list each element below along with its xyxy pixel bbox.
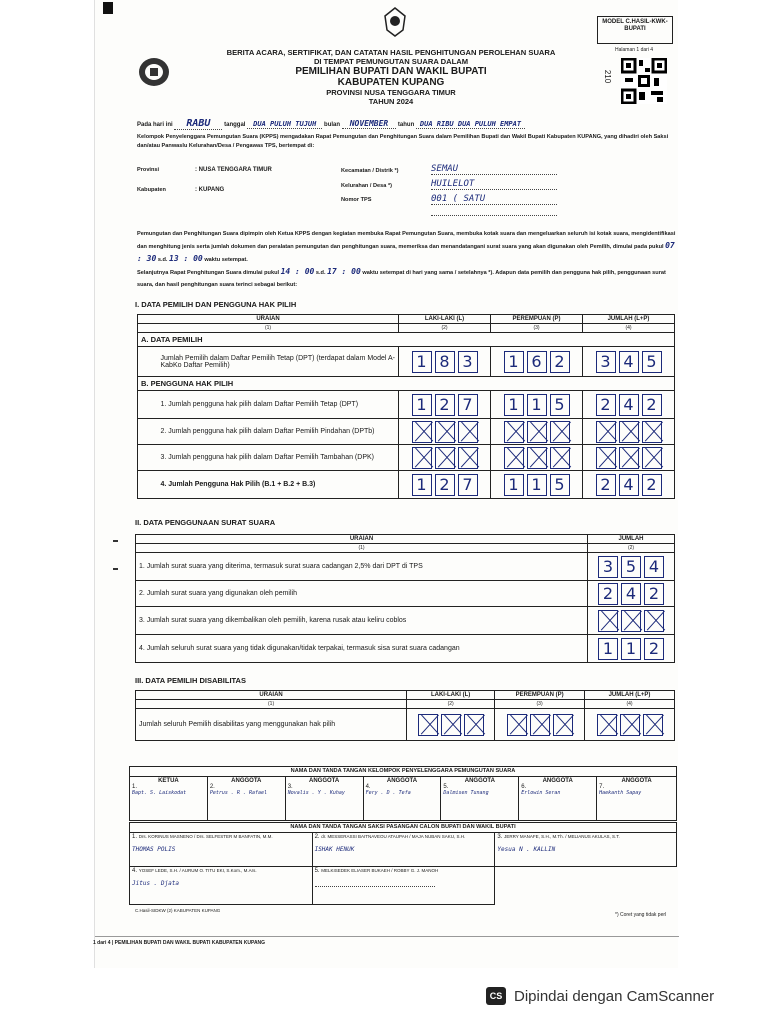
anggota-label-3: ANGGOTA <box>309 778 340 784</box>
s1-b2-l <box>402 421 487 443</box>
s1-b2-lp <box>586 421 671 443</box>
opening-text: Kelompok Penyelenggara Pemungutan Suara (KPPS) mengadakan Rapat Pemungutan dan Penghitungan Suara dalam Pemilihan Bupati dan Wakil Bupati Kabupaten KUPANG, yang dihadiri oleh Saksi dan/atau Panwaslu Kelurahan/Desa / Pengawas TPS, bertempat di: <box>137 134 669 149</box>
anggota-label-4: ANGGOTA <box>386 778 418 784</box>
section-3-table <box>135 690 675 741</box>
sd-label-1: s.d. <box>157 257 168 263</box>
document-page <box>94 0 678 968</box>
kecamatan-value: SEMAU <box>431 164 557 175</box>
s1-n4: (4) <box>583 324 675 333</box>
saksi-signature-table <box>129 822 677 905</box>
member-5-no: 5. <box>443 784 449 790</box>
kpu-emblem-icon <box>383 6 407 38</box>
anggota-label-7: ANGGOTA <box>621 778 652 784</box>
camscanner-watermark <box>486 987 714 1005</box>
saksi-1-name: THOMAS POLIS <box>132 846 176 853</box>
start-time-2: 14 : 00 <box>280 267 315 276</box>
s1-b3-lp <box>586 447 671 469</box>
s3-col-l: LAKI-LAKI (L) <box>407 691 495 700</box>
s1-col-l: LAKI-LAKI (L) <box>399 315 491 324</box>
anggota-label-6: ANGGOTA <box>542 778 573 784</box>
end-time-2: 17 : 00 <box>327 267 361 276</box>
procedure-text-2: Selanjutnya Rapat Penghitungan Suara dimulai pukul <box>137 270 280 276</box>
s1-b4-p: 1 1 5 <box>494 474 579 496</box>
s1-b2-p <box>494 421 579 443</box>
s2-r2-label: 2. Jumlah surat suara yang digunakan oleh pemilih <box>136 581 588 607</box>
member-1-name: Bapt. S. Laiskodat <box>132 790 187 796</box>
tanggal-label: tanggal <box>224 122 246 128</box>
footer-bottom: 1 dari 4 | PEMILIHAN BUPATI DAN WAKIL BUPATI KABUPATEN KUPANG <box>93 940 266 946</box>
s2-n2: (2) <box>588 544 675 553</box>
header-line-1: BERITA ACARA, SERTIFIKAT, DAN CATATAN HASIL PENGHITUNGAN PEROLEHAN SUARA <box>226 48 556 57</box>
date-value: DUA PULUH TUJUH <box>247 120 322 129</box>
procedure-text-3: waktu setempat di hari yang sama / setelahnya *). Adapun data pemilih dan pengguna hak pilih, penggunaan surat suara, dan hasil penghitungan suara terinci sebagai berikut: <box>137 270 666 288</box>
s1-a1-lp: 3 4 5 <box>586 351 671 373</box>
provinsi-value: : NUSA TENGGARA TIMUR <box>195 167 272 173</box>
s2-r1-value: 3 5 4 <box>591 556 671 578</box>
procedure-text-1: Pemungutan dan Penghitungan Suara dipimpin oleh Ketua KPPS dengan kegiatan membuka Rapat Pemungutan Suara, membuka kotak suara dan mengeluarkan seluruh isi kotak suara, mengidentifikasi dan menghitung jenis serta jumlah dokumen dan peralatan pemungutan dan penghitungan suara, memeriksa dan menandatangani surat suara yang akan digunakan oleh Pemilih, dimulai pada pukul <box>137 231 676 250</box>
member-3-name: Novalis . Y . Kuhay <box>287 790 345 796</box>
corner-marker <box>103 2 113 14</box>
tps-value: 001 ( SATU <box>431 194 557 205</box>
section-1-title: I. DATA PEMILIH DAN PENGGUNA HAK PILIH <box>135 300 297 309</box>
day-value: RABU <box>174 118 222 130</box>
member-1-no: 1. <box>132 784 138 790</box>
section-1-table <box>137 314 675 499</box>
provinsi-label: Provinsi <box>137 167 160 173</box>
member-7-name: Haekanth Sapay <box>599 790 642 796</box>
binder-mark <box>113 540 118 570</box>
saksi-2-name: ISHAK HENUK <box>314 846 355 853</box>
year-value: DUA RIBU DUA PULUH EMPAT <box>416 120 525 129</box>
s3-n1: (1) <box>136 700 407 709</box>
member-2-no: 2. <box>209 784 215 790</box>
s1-b4-label: 4. Jumlah Pengguna Hak Pilih (B.1 + B.2 + B.3) <box>158 471 399 499</box>
saksi-4-cand: YOSEF LEDE, S.H. / AURUM O. TITU EKI, S.Kom., M.Ars. <box>138 868 257 873</box>
s2-r3-label: 3. Jumlah surat suara yang dikembalikan oleh pemilih, karena rusak atau keliru coblos <box>136 607 588 635</box>
s1-b3-p <box>494 447 579 469</box>
s1-a1-label: Jumlah Pemilih dalam Daftar Pemilih Tetap (DPT) (terdapat dalam Model A-KabKo Daftar Pemilih) <box>158 347 399 377</box>
sd-label-2: s.d. <box>315 270 326 276</box>
s1-n3: (3) <box>491 324 583 333</box>
s1-b-title: B. PENGGUNA HAK PILIH <box>138 377 675 391</box>
tps-extra-line <box>431 212 557 216</box>
desa-value: HUILELOT <box>431 179 557 190</box>
s1-b1-l: 1 2 7 <box>402 394 487 416</box>
waktu-label: waktu setempat. <box>204 257 248 263</box>
s1-b3-l <box>402 447 487 469</box>
anggota-label-5: ANGGOTA <box>464 778 495 784</box>
s3-r1-lp <box>588 714 671 736</box>
section-2-table <box>135 534 675 663</box>
bulan-label: bulan <box>324 122 341 128</box>
member-6-no: 6. <box>521 784 527 790</box>
s3-col-p: PEREMPUAN (P) <box>495 691 585 700</box>
saksi-2-no: 2. <box>314 834 320 840</box>
saksi-1-no: 1. <box>132 834 138 840</box>
s2-r4-label: 4. Jumlah seluruh surat suara yang tidak digunakan/tidak terpakai, termasuk sisa surat suara cadangan <box>136 635 588 663</box>
opening-line <box>137 118 677 129</box>
form-code-box <box>597 16 673 44</box>
s3-col-lp: JUMLAH (L+P) <box>585 691 675 700</box>
ketua-label: KETUA <box>158 778 179 784</box>
saksi-4-no: 4. <box>132 868 138 874</box>
qr-code-icon <box>621 58 667 104</box>
s1-a1-p: 1 6 2 <box>494 351 579 373</box>
s1-a1-l: 1 8 3 <box>402 351 487 373</box>
saksi-5-no: 5. <box>314 868 320 874</box>
s3-r1-label: Jumlah seluruh Pemilih disabilitas yang menggunakan hak pilih <box>136 709 407 741</box>
pada-hari-label: Pada hari ini <box>137 122 173 128</box>
s3-col-uraian: URAIAN <box>136 691 407 700</box>
garuda-emblem-icon <box>137 56 171 88</box>
header-line-4: KABUPATEN KUPANG <box>337 77 445 88</box>
s2-col-uraian: URAIAN <box>136 535 588 544</box>
document-header <box>191 48 591 106</box>
s1-col-p: PEREMPUAN (P) <box>491 315 583 324</box>
member-7-no: 7. <box>599 784 605 790</box>
s3-n3: (3) <box>495 700 585 709</box>
page-label: Halaman 1 dari 4 <box>615 47 654 53</box>
month-value: NOVEMBER <box>342 119 397 129</box>
kpps-title: NAMA DAN TANDA TANGAN KELOMPOK PENYELENGGARA PEMUNGUTAN SUARA <box>130 767 677 777</box>
start-time-1: 07 : 30 <box>137 241 675 263</box>
s2-col-jumlah: JUMLAH <box>588 535 675 544</box>
member-4-name: Fery . D . Tefa <box>365 790 411 796</box>
camscanner-icon: CS <box>486 987 506 1005</box>
footer-right: *) Coret yang tidak perl <box>615 912 667 918</box>
s1-a-title: A. DATA PEMILIH <box>138 333 675 347</box>
kabupaten-label: Kabupaten <box>137 187 166 193</box>
section-3-title: III. DATA PEMILIH DISABILITAS <box>135 676 246 685</box>
header-line-5: PROVINSI NUSA TENGGARA TIMUR <box>326 88 456 97</box>
member-3-no: 3. <box>287 784 293 790</box>
s1-n2: (2) <box>399 324 491 333</box>
s3-n2: (2) <box>407 700 495 709</box>
s1-col-lp: JUMLAH (L+P) <box>583 315 675 324</box>
section-2-title: II. DATA PENGGUNAAN SURAT SUARA <box>135 518 276 527</box>
s1-b4-lp: 2 4 2 <box>586 474 671 496</box>
s3-n4: (4) <box>585 700 675 709</box>
s3-r1-p <box>498 714 581 736</box>
s2-r1-label: 1. Jumlah surat suara yang diterima, termasuk surat suara cadangan 2,5% dari DPT di TPS <box>136 553 588 581</box>
saksi-title: NAMA DAN TANDA TANGAN SAKSI PASANGAN CALON BUPATI DAN WAKIL BUPATI <box>130 823 677 833</box>
kpps-signature-table <box>129 766 677 821</box>
kecamatan-label: Kecamatan / Distrik *) <box>341 168 399 174</box>
saksi-3-cand: JERRY MANAFE, S.H., M.Th. / MELIANUS AKULAS, S.T. <box>504 834 620 839</box>
member-4-no: 4. <box>365 784 371 790</box>
footer-divider <box>95 936 679 937</box>
saksi-1-cand: Drs. KORINUS MASNENO / Drs. SELFESTER M BANFATIN, M.M. <box>138 834 273 839</box>
saksi-5-line <box>315 886 435 887</box>
member-5-name: Dalmisen Tunang <box>443 790 489 796</box>
saksi-3-name: Yesua N . KALLIN <box>497 846 556 853</box>
footer-left: C.Hasil-SIDKW (2) KABUPATEN KUPANG <box>135 908 221 913</box>
desa-label: Kelurahan / Desa *) <box>341 183 392 189</box>
s1-b1-label: 1. Jumlah pengguna hak pilih dalam Daftar Pemilih Tetap (DPT) <box>158 391 399 419</box>
header-line-2: DI TEMPAT PEMUNGUTAN SUARA DALAM <box>313 57 469 66</box>
saksi-5-cand: MELKISEDEK ELIASER BUKAEH / ROBBY G. J. MANOH <box>321 868 439 873</box>
s3-r1-l <box>410 714 491 736</box>
header-line-6: TAHUN 2024 <box>368 97 414 106</box>
saksi-4-name: Jitus . Djata <box>132 880 179 887</box>
qr-side-number: 210 <box>603 69 613 84</box>
end-time-1: 13 : 00 <box>169 254 203 263</box>
s2-r2-value: 2 4 2 <box>591 583 671 605</box>
s1-b3-label: 3. Jumlah pengguna hak pilih dalam Daftar Pemilih Tambahan (DPK) <box>158 445 399 471</box>
member-2-name: Petrus . R . Rafael <box>209 790 268 796</box>
tps-label: Nomor TPS <box>341 197 372 203</box>
s1-b1-lp: 2 4 2 <box>586 394 671 416</box>
s1-b1-p: 1 1 5 <box>494 394 579 416</box>
member-6-name: Erlowin Seran <box>521 790 561 796</box>
s1-b4-l: 1 2 7 <box>402 474 487 496</box>
kabupaten-value: : KUPANG <box>195 187 225 193</box>
s1-b2-label: 2. Jumlah pengguna hak pilih dalam Daftar Pemilih Pindahan (DPTb) <box>158 419 399 445</box>
tahun-label: tahun <box>397 122 415 128</box>
procedure-paragraph <box>137 228 677 291</box>
saksi-2-cand: dr. MESSERASSI BAITNAVEOU ATAUPAH / MAJA NUBAN SAKU, S.H. <box>321 834 466 839</box>
s1-col-uraian: URAIAN <box>138 315 399 324</box>
header-line-3: PEMILIHAN BUPATI DAN WAKIL BUPATI <box>295 66 487 77</box>
s2-n1: (1) <box>136 544 588 553</box>
s2-r4-value: 1 1 2 <box>591 638 671 660</box>
camscanner-label: Dipindai dengan CamScanner <box>514 987 715 1005</box>
s1-n1: (1) <box>138 324 399 333</box>
saksi-3-no: 3. <box>497 834 503 840</box>
s2-r3-value <box>591 610 671 632</box>
form-code: MODEL C.HASIL-KWK-BUPATI <box>602 19 668 32</box>
anggota-label-2: ANGGOTA <box>231 778 262 784</box>
